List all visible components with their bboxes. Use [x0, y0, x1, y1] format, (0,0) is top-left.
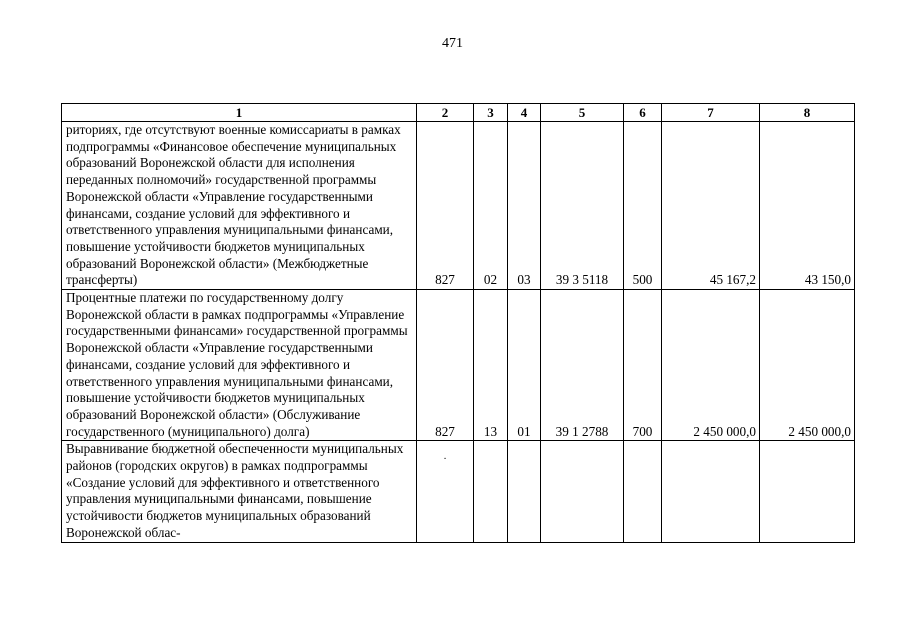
header-col-3: 3	[474, 104, 508, 122]
header-col-5: 5	[541, 104, 624, 122]
row-description: риториях, где отсутствуют военные комиссариаты в рамках подпрограммы «Финансовое обеспечение муниципальных образований Воронежской области для исполнения переданных полномочий» государственной программы Воронежской области «Управление государственными финансами, создание условий для эффективного и ответственного управления муниципальными финансами, повышение устойчивости бюджетов муниципальных образований Воронежской области» (Межбюджетные трансферты)	[62, 122, 417, 290]
row-col-8: 43 150,0	[760, 122, 855, 290]
row-col-6: 700	[624, 290, 662, 441]
row-col-4	[508, 441, 541, 542]
header-col-2: 2	[417, 104, 474, 122]
row-col-6	[624, 441, 662, 542]
row-col-4: 03	[508, 122, 541, 290]
header-col-7: 7	[662, 104, 760, 122]
table-row	[62, 122, 855, 290]
row-col-2: 827	[417, 122, 474, 290]
row-col-7	[662, 441, 760, 542]
row-col-8	[760, 441, 855, 542]
row-col-8: 2 450 000,0	[760, 290, 855, 441]
row-col-2: 827	[417, 290, 474, 441]
header-col-4: 4	[508, 104, 541, 122]
row-col-5: 39 3 5118	[541, 122, 624, 290]
header-col-6: 6	[624, 104, 662, 122]
row-col-7: 2 450 000,0	[662, 290, 760, 441]
header-row	[62, 104, 855, 122]
row-col-3: 13	[474, 290, 508, 441]
table-row	[62, 290, 855, 441]
row-col-2	[417, 441, 474, 542]
row-col-4: 01	[508, 290, 541, 441]
row-col-3: 02	[474, 122, 508, 290]
stray-mark: ·	[443, 454, 447, 466]
row-col-5: 39 1 2788	[541, 290, 624, 441]
row-col-5	[541, 441, 624, 542]
row-col-6: 500	[624, 122, 662, 290]
row-description: Выравнивание бюджетной обеспеченности муниципальных районов (городских округов) в рамках подпрограммы «Создание условий для эффективного и ответственного управления муниципальными финансами, повышение устойчивости бюджетов муниципальных образований Воронежской облас-	[62, 441, 417, 542]
page-number: 471	[442, 36, 463, 51]
row-col-7: 45 167,2	[662, 122, 760, 290]
row-description: Процентные платежи по государственному долгу Воронежской области в рамках подпрограммы «Управление государственными финансами» государственной программы Воронежской области «Управление государственными финансами, создание условий для эффективного и ответственного управления муниципальными финансами, повышение устойчивости бюджетов муниципальных образований Воронежской области» (Обслуживание государственного (муниципального) долга)	[62, 290, 417, 441]
header-col-1: 1	[62, 104, 417, 122]
header-col-8: 8	[760, 104, 855, 122]
table-row	[62, 441, 855, 542]
row-col-3	[474, 441, 508, 542]
budget-table	[61, 103, 855, 543]
